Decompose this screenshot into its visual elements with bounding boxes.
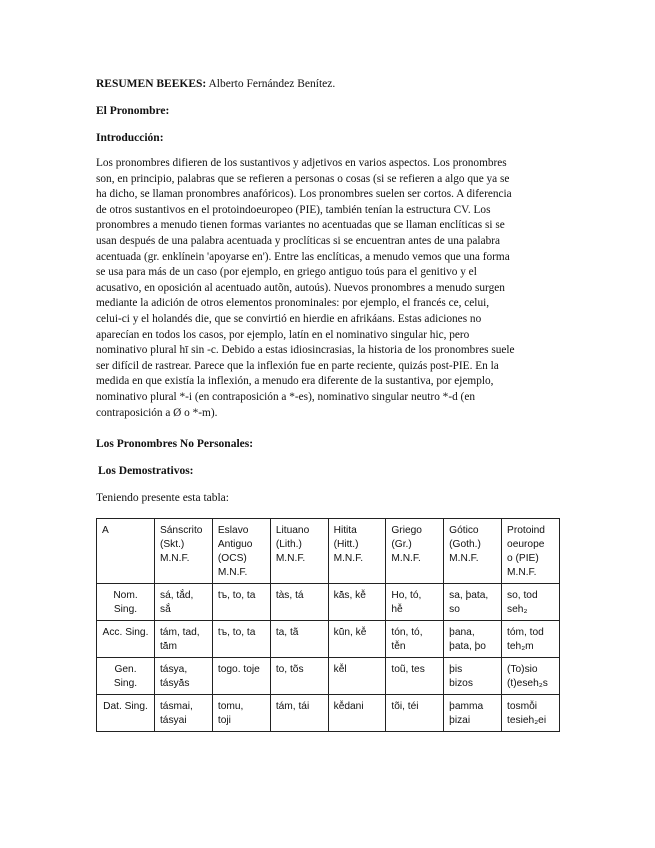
table-header-cell: [212, 519, 270, 584]
paragraph-line: se usa para más de un caso (por ejemplo, en griego antiguo toús para el genitivo y el: [96, 266, 477, 279]
paragraph-line: ha dicho, se llaman pronombres anafóricos). Los pronombres suelen ser cortos. A diferencia: [96, 188, 512, 201]
paragraph-line: acusativo, en oposición al acentuado autõn, autoús). Nuevos pronombres a menudo surgen: [96, 281, 505, 294]
cell-text: tám, tad,: [159, 627, 200, 638]
cell-text: þata, þo: [449, 641, 486, 652]
paragraph-line: aparecían en todos los casos, por ejemplo, latín en el nominativo singular hic, pero: [96, 328, 470, 341]
table-cell: [444, 621, 502, 658]
paragraph-line: celui-ci y el holandés die, que se convirtió en hierdie en afrikáans. Estas adiciones no: [96, 312, 482, 325]
cell-text: Gótico: [449, 525, 479, 536]
cell-text: (Hitt.): [333, 539, 359, 550]
table-cell: [386, 584, 444, 621]
table-row-label: [97, 658, 155, 695]
table-cell: [328, 621, 386, 658]
cell-text: Griego: [391, 525, 422, 536]
cell-text: tē̆n: [391, 641, 406, 652]
table-cell: [502, 695, 560, 732]
cell-text: so, tod: [507, 590, 538, 601]
table-cell: [212, 695, 270, 732]
cell-text: Lituano: [275, 525, 310, 536]
cell-text: togo. toje: [217, 664, 260, 675]
cell-text: Sing.: [113, 604, 138, 615]
paragraph-line: medida en que existía la inflexión, a menudo era diferente de la sustantiva, por ejemplo,: [96, 375, 494, 388]
table-header-cell: [270, 519, 328, 584]
cell-text: tosmō̆i: [507, 701, 538, 712]
table-cell: [154, 695, 212, 732]
cell-text: kē̆dani: [333, 701, 364, 712]
paragraph-line: son, en principio, palabras que se refieren a personas o cosas (si se refieren a algo que ya se: [96, 172, 510, 185]
paragraph-line: contraposición a Ø o *-m).: [96, 406, 218, 419]
cell-text: toũ, tes: [391, 664, 425, 675]
cell-text: sắ: [159, 604, 171, 615]
cell-text: Acc. Sing.: [102, 627, 149, 638]
cell-text: Antiguo: [217, 539, 253, 550]
cell-text: tõi, téi: [391, 701, 419, 712]
cell-text: kū̆n, kē̆: [333, 627, 367, 638]
cell-text: þamma: [449, 701, 484, 712]
cell-text: þis: [449, 664, 463, 675]
cell-text: tomu,: [217, 701, 244, 712]
cell-text: tám, tái: [275, 701, 310, 712]
cell-text: Dat. Sing.: [103, 701, 148, 712]
cell-text: M.N.F.: [217, 567, 248, 578]
cell-text: Sing.: [113, 678, 138, 689]
cell-text: teh₂m: [507, 641, 534, 652]
cell-text: seh₂: [507, 604, 528, 615]
table-row-label: [97, 584, 155, 621]
cell-text: (Gr.): [391, 539, 412, 550]
cell-text: M.N.F.: [391, 553, 421, 564]
cell-text: (Skt.): [159, 539, 185, 550]
cell-text: tóm, tod: [507, 627, 544, 638]
cell-text: Sánscrito: [159, 525, 203, 536]
table-cell: [154, 658, 212, 695]
cell-text: o (PIE): [507, 553, 539, 564]
paragraph-line: acentuada (gr. enklínein 'apoyarse en'). Entre las enclíticas, a menudo vemos que una forma: [96, 250, 510, 263]
cell-text: hē̆: [391, 604, 403, 615]
table-header-cell: [97, 519, 155, 584]
paragraph-line: de otros sustantivos en el protoindoeuropeo (PIE), también tenían la estructura CV. Los: [96, 203, 491, 216]
cell-text: kē̆l: [333, 664, 347, 675]
cell-text: Eslavo: [217, 525, 249, 536]
paragraph-line: pronombres a menudo tienen formas variantes no acentuadas que se llaman enclíticas si se: [96, 219, 505, 232]
cell-text: sá, tắd,: [159, 590, 194, 601]
cell-text: kā̆s, kē̆: [333, 590, 366, 601]
cell-text: M.N.F.: [507, 567, 537, 578]
cell-text: tъ, to, ta: [217, 590, 256, 601]
cell-text: toji: [217, 715, 231, 726]
cell-text: (Lith.): [275, 539, 302, 550]
cell-text: sa, þata,: [449, 590, 489, 601]
cell-text: (OCS): [217, 553, 247, 564]
table-header-row: [97, 519, 560, 584]
table-row: [97, 658, 560, 695]
table-cell: [328, 584, 386, 621]
cell-text: bizos: [449, 678, 473, 689]
table-cell: [328, 695, 386, 732]
cell-text: oeurope: [507, 539, 545, 550]
table-cell: [444, 658, 502, 695]
table-cell: [212, 658, 270, 695]
table-cell: [386, 695, 444, 732]
table-cell: [154, 584, 212, 621]
cell-text: A: [102, 525, 109, 536]
cell-text: tásyā̆s: [159, 678, 190, 689]
cell-text: tón, tó,: [391, 627, 423, 638]
cell-text: M.N.F.: [333, 553, 364, 564]
table-cell: [270, 695, 328, 732]
cell-text: þana,: [449, 627, 475, 638]
table-header-cell: [154, 519, 212, 584]
table-header-cell: [444, 519, 502, 584]
paragraph-line: Los pronombres difieren de los sustantivos y adjetivos en varios aspectos. Los pronombres: [96, 157, 507, 169]
table-cell: [386, 621, 444, 658]
table-intro: Teniendo presente esta tabla:: [96, 492, 229, 504]
table-cell: [270, 658, 328, 695]
cell-text: to, tõs: [275, 664, 304, 675]
cell-text: þizai: [449, 715, 471, 726]
cell-text: tásmai,: [159, 701, 193, 712]
cell-text: so: [449, 604, 460, 615]
cell-text: (To)sio: [507, 664, 538, 675]
cell-text: M.N.F.: [449, 553, 479, 564]
header-author: Alberto Fernández Benítez.: [206, 78, 336, 90]
table-cell: [270, 621, 328, 658]
cell-text: M.N.F.: [275, 553, 306, 564]
table-row: [97, 621, 560, 658]
section-title: El Pronombre:: [96, 105, 170, 117]
table-cell: [328, 658, 386, 695]
cell-text: Gen.: [114, 664, 137, 675]
cell-text: tъ, to, ta: [217, 627, 256, 638]
demonstratives-heading: Los Demostrativos:: [98, 465, 194, 477]
intro-heading: Introducción:: [96, 132, 164, 144]
paragraph-line: nominativo plural *-i (en contraposición a *-es), nominativo singular neutro *-d (en: [96, 390, 475, 403]
table-cell: [270, 584, 328, 621]
cell-text: (t)eseh₂s: [507, 678, 548, 689]
cell-text: Protoind: [507, 525, 545, 536]
table-cell: [212, 584, 270, 621]
cell-text: M.N.F.: [159, 553, 190, 564]
cell-text: tesieh₂ei: [507, 715, 547, 726]
table-cell: [386, 658, 444, 695]
paragraph-line: mediante la adición de otros elementos pronominales: por ejemplo, el francés ce, celui,: [96, 297, 490, 310]
table-header-cell: [502, 519, 560, 584]
cell-text: Hitita: [333, 525, 357, 536]
paragraph-line: nominativo plural hī sin -c. Debido a estas idiosincrasias, la historia de los pronombres suele: [96, 344, 515, 357]
cell-text: tā̆m: [159, 641, 177, 652]
table-cell: [444, 584, 502, 621]
intro-paragraph: [96, 156, 562, 421]
demonstratives-table: [96, 518, 560, 732]
table-row-label: [97, 695, 155, 732]
cell-text: ta, tã: [275, 627, 299, 638]
paragraph-line: ser difícil de rastrear. Parece que la inflexión fue en parte reciente, quizás post-PIE. En la: [96, 359, 499, 372]
table-row: [97, 584, 560, 621]
cell-text: tásya,: [159, 664, 188, 675]
table-header-cell: [386, 519, 444, 584]
cell-text: tàs, tá: [275, 590, 304, 601]
table-cell: [154, 621, 212, 658]
cell-text: Ho, tó,: [391, 590, 422, 601]
table-cell: [502, 658, 560, 695]
document-header: [96, 77, 335, 91]
table-cell: [212, 621, 270, 658]
nonpersonal-heading: Los Pronombres No Personales:: [96, 438, 254, 450]
table-cell: [444, 695, 502, 732]
cell-text: tásyai: [159, 715, 187, 726]
table-row: [97, 695, 560, 732]
table-cell: [502, 621, 560, 658]
cell-text: Nom.: [113, 590, 138, 601]
paragraph-line: usan después de una palabra acentuada y proclíticas si se encuentran antes de una palabra: [96, 234, 501, 247]
cell-text: (Goth.): [449, 539, 481, 550]
table-header-cell: [328, 519, 386, 584]
header-label: RESUMEN BEEKES:: [96, 78, 207, 90]
table-row-label: [97, 621, 155, 658]
table-cell: [502, 584, 560, 621]
